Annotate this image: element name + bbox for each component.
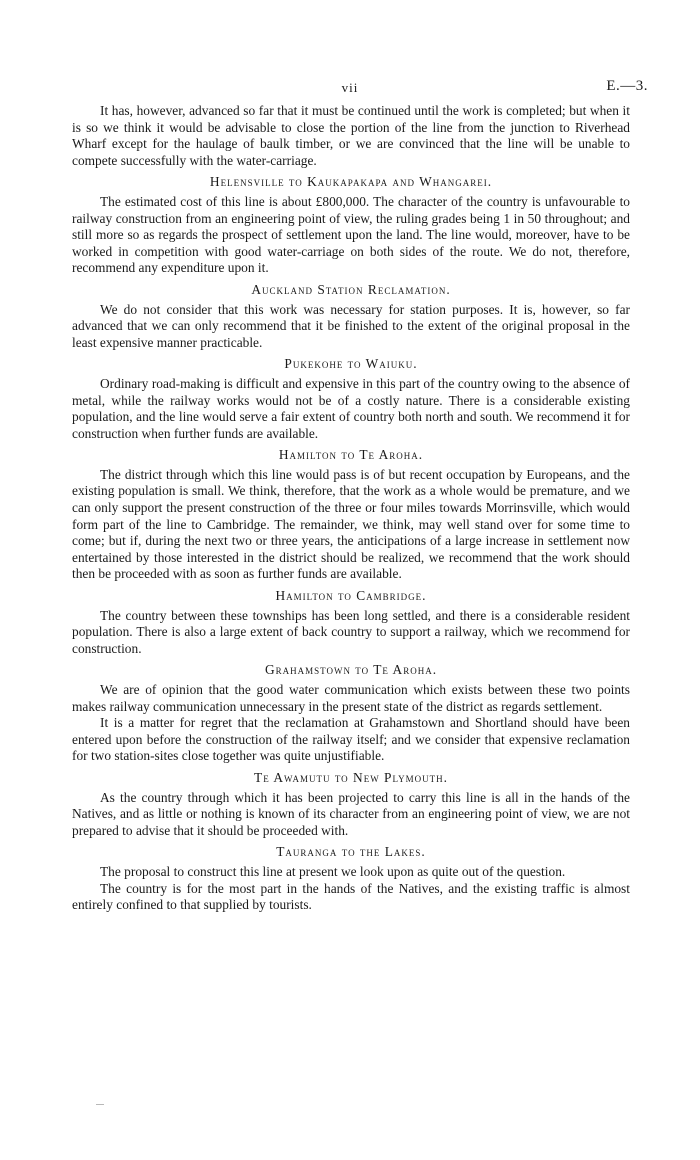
paragraph: The country is for the most part in the hands of the Natives, and the existing traffic is almost entirely confined to that supplied by tourists.: [72, 880, 630, 913]
section-intro: [72, 103, 630, 169]
paragraph: It is a matter for regret that the reclamation at Grahamstown and Shortland should have been entered upon before the construction of the railway itself; and we consider that expensive reclamation for two station-sites close together was quite unjustifiable.: [72, 715, 630, 764]
section-pukekohe-waiuku: [72, 356, 630, 442]
section-tauranga-lakes: [72, 844, 630, 913]
section-heading: Hamilton to Cambridge.: [275, 588, 427, 604]
footer-mark: [96, 1104, 104, 1105]
document-reference: E.—3.: [606, 78, 648, 94]
paragraph: As the country through which it has been projected to carry this line is all in the hands of the Natives, and as little or nothing is known of its character from an engineering point of view, we are not prepared to advise that it should be proceeded with.: [72, 789, 630, 838]
paragraph: The country between these townships has been long settled, and there is a considerable resident population. There is also a large extent of back country to support a railway, which we recommend for construction.: [72, 607, 630, 656]
section-heading: Te Awamutu to New Plymouth.: [254, 769, 448, 785]
paragraph: We do not consider that this work was necessary for station purposes. It is, however, so far advanced that we can only recommend that it be finished to the extent of the original proposal in the least expensive manner practicable.: [72, 301, 630, 350]
section-heading: Helensville to Kaukapakapa and Whangarei.: [209, 174, 493, 190]
section-heading: Hamilton to Te Aroha.: [278, 447, 424, 463]
paragraph: The district through which this line would pass is of but recent occupation by Europeans, and the existing population is small. We think, therefore, that the work as a whole would be premature, and we can only support the present construction of the three or four miles towards Morrinsville, which would form part of the line to Cambridge. The remainder, we think, may well stand over for some time to come; but if, during the next two or three years, the anticipations of a large increase in settlement now entertained by those interested in the district should be realized, we recommend that the work should then be proceeded with as soon as further funds are available.: [72, 466, 630, 582]
body-text: [72, 103, 630, 914]
section-hamilton-te-aroha: [72, 447, 630, 583]
page-number: vii: [341, 80, 359, 95]
section-heading: Tauranga to the Lakes.: [276, 844, 426, 860]
paragraph: The estimated cost of this line is about £800,000. The character of the country is unfavourable to railway construction from an engineering point of view, the ruling grades being 1 in 50 throughout; and still more so as regards the prospect of settlement upon the land. The line would, moreover, have to be worked in competition with good water-carriage on both sides of the route. We do not, therefore, recommend any expenditure upon it.: [72, 193, 630, 276]
section-grahamstown-te-aroha: [72, 662, 630, 765]
paragraph: It has, however, advanced so far that it must be continued until the work is completed; but when it is so we think it would be advisable to close the portion of the line from the junction to Riverhead Wharf except for the haulage of baulk timber, or we are convinced that the line will be unable to compete successfully with the water-carriage.: [72, 103, 630, 168]
section-heading: Auckland Station Reclamation.: [251, 281, 451, 297]
section-auckland-reclamation: [72, 282, 630, 351]
section-te-awamutu-new-plymouth: [72, 770, 630, 839]
paragraph: The proposal to construct this line at present we look upon as quite out of the question.: [100, 863, 566, 879]
paragraph: Ordinary road-making is difficult and expensive in this part of the country owing to the absence of metal, while the railway works would not be of a costly nature. There is a considerable existing population, and the line would serve a fair extent of country both north and south. We recommend it for construction when further funds are available.: [72, 375, 630, 441]
section-heading: Pukekohe to Waiuku.: [284, 356, 418, 372]
section-heading: Grahamstown to Te Aroha.: [264, 662, 438, 678]
paragraph: We are of opinion that the good water communication which exists between these two points makes railway communication unnecessary in the present state of the district as regards settlement.: [72, 682, 630, 714]
section-helensville-whangarei: [72, 174, 630, 277]
section-hamilton-cambridge: [72, 588, 630, 657]
